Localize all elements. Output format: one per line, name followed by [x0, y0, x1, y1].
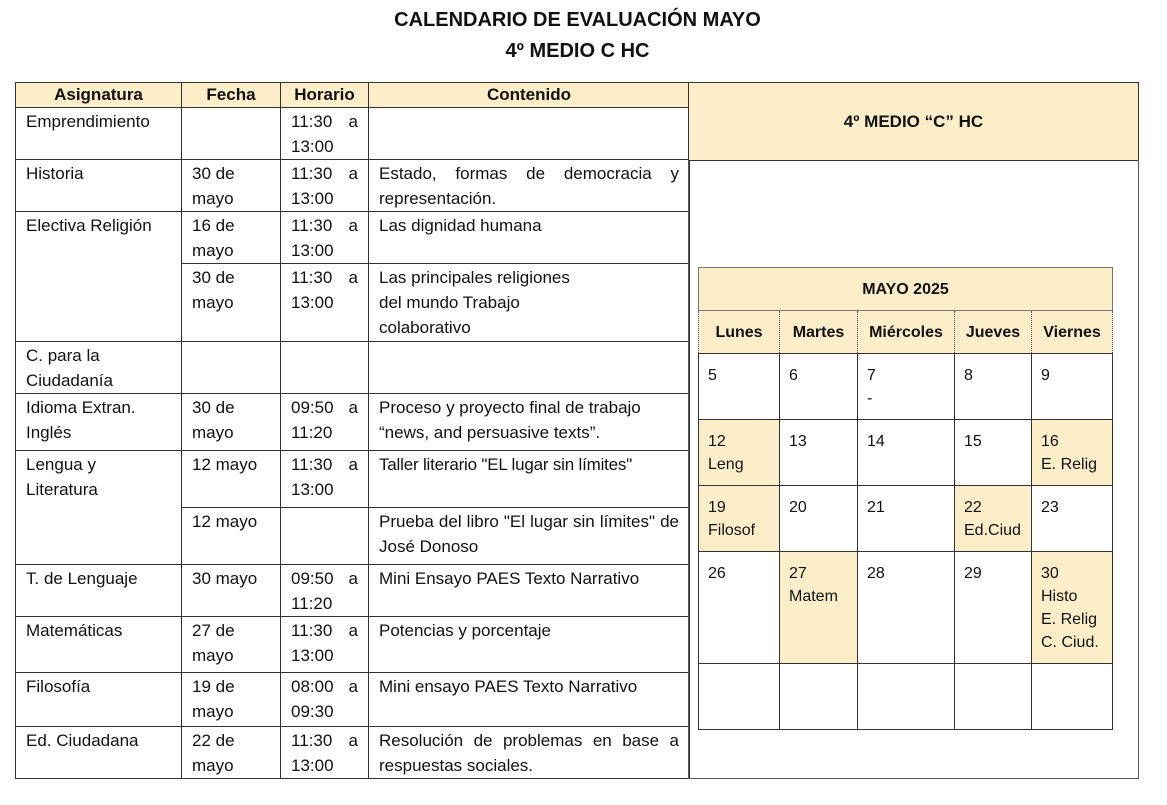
weekday-header: Miércoles — [858, 311, 955, 354]
calendar-day — [955, 354, 1032, 420]
cell-asignatura: Filosofía — [16, 673, 182, 727]
cell-fecha — [182, 108, 281, 160]
cell-horario — [281, 342, 369, 394]
calendar-day — [1032, 486, 1113, 552]
day-event: Filosof — [708, 522, 756, 539]
table-row — [16, 108, 690, 160]
day-number: 12 — [708, 433, 726, 450]
day-number: 30 — [1041, 565, 1059, 582]
cell-contenido: Mini Ensayo PAES Texto Narrativo — [369, 565, 690, 617]
cell-fecha: 30 de mayo — [182, 394, 281, 451]
table-row — [16, 160, 690, 212]
cell-asignatura: Historia — [16, 160, 182, 212]
cell-contenido — [369, 342, 690, 394]
cell-asignatura: Electiva Religión — [16, 212, 182, 342]
weekday-header: Lunes — [699, 311, 780, 354]
weekday-header: Martes — [780, 311, 858, 354]
calendar-day — [1032, 420, 1113, 486]
course-label: 4º MEDIO “C” HC — [688, 82, 1139, 161]
calendar-day — [955, 552, 1032, 664]
cell-fecha: 30 de mayo — [182, 264, 281, 342]
cell-asignatura: Idioma Extran. Inglés — [16, 394, 182, 451]
header-horario: Horario — [281, 83, 369, 108]
calendar — [698, 267, 1113, 730]
table-row — [16, 342, 690, 394]
day-number: 28 — [867, 565, 885, 582]
evaluation-table — [15, 82, 690, 779]
cell-contenido — [369, 108, 690, 160]
day-event: Ed.Ciud — [964, 522, 1021, 539]
cell-fecha: 27 de mayo — [182, 617, 281, 673]
calendar-day — [780, 420, 858, 486]
calendar-day — [1032, 664, 1113, 730]
cell-horario: 11:30 a 13:00 — [281, 727, 369, 779]
cell-fecha: 16 de mayo — [182, 212, 281, 264]
weekday-header: Jueves — [955, 311, 1032, 354]
cell-horario: 09:50 a 11:20 — [281, 394, 369, 451]
cell-horario: 11:30 a 13:00 — [281, 617, 369, 673]
cell-horario: 11:30 a 13:00 — [281, 108, 369, 160]
day-number: 16 — [1041, 433, 1059, 450]
calendar-day — [699, 354, 780, 420]
calendar-week — [699, 664, 1113, 730]
cell-fecha: 19 de mayo — [182, 673, 281, 727]
cell-asignatura: C. para la Ciudadanía — [16, 342, 182, 394]
cell-contenido: Estado, formas de democracia y representación. — [369, 160, 690, 212]
cell-fecha: 22 de mayo — [182, 727, 281, 779]
day-event: E. Relig — [1041, 611, 1098, 628]
cell-fecha: 12 mayo — [182, 451, 281, 508]
calendar-day — [955, 664, 1032, 730]
cell-fecha: 30 de mayo — [182, 160, 281, 212]
cell-fecha: 30 mayo — [182, 565, 281, 617]
day-event: Leng — [708, 456, 744, 473]
day-event: Matem — [789, 588, 838, 605]
cell-fecha: 12 mayo — [182, 508, 281, 565]
calendar-week — [699, 552, 1113, 664]
cell-contenido: Las principales religiones del mundo Trabajo colaborativo — [369, 264, 690, 342]
calendar-day — [699, 552, 780, 664]
calendar-day — [780, 664, 858, 730]
calendar-day — [780, 486, 858, 552]
calendar-week — [699, 354, 1113, 420]
day-number: 22 — [964, 499, 982, 516]
cell-contenido: Prueba del libro "El lugar sin límites" de José Donoso — [369, 508, 690, 565]
cell-asignatura: Lengua y Literatura — [16, 451, 182, 565]
calendar-day — [858, 420, 955, 486]
document-title: CALENDARIO DE EVALUACIÓN MAYO — [394, 9, 761, 31]
day-number: 9 — [1041, 367, 1050, 384]
cell-horario: 11:30 a 13:00 — [281, 264, 369, 342]
cell-asignatura: Emprendimiento — [16, 108, 182, 160]
cell-contenido: Proceso y proyecto final de trabajo “news, and persuasive texts”. — [369, 394, 690, 451]
day-number: 21 — [867, 499, 885, 516]
cell-asignatura: Matemáticas — [16, 617, 182, 673]
weekday-header: Viernes — [1032, 311, 1113, 354]
day-number: 23 — [1041, 499, 1059, 516]
cell-horario: 08:00 a 09:30 — [281, 673, 369, 727]
day-number: 29 — [964, 565, 982, 582]
calendar-week — [699, 486, 1113, 552]
cell-contenido: Taller literario "EL lugar sin límites" — [369, 451, 690, 508]
cell-horario — [281, 508, 369, 565]
day-event: - — [867, 390, 873, 407]
calendar-month: MAYO 2025 — [699, 268, 1113, 311]
table-row — [16, 565, 690, 617]
cell-contenido: Mini ensayo PAES Texto Narrativo — [369, 673, 690, 727]
cell-contenido: Resolución de problemas en base a respuestas sociales. — [369, 727, 690, 779]
calendar-day — [1032, 552, 1113, 664]
calendar-day — [955, 486, 1032, 552]
table-row — [16, 212, 690, 264]
header-fecha: Fecha — [182, 83, 281, 108]
day-number: 14 — [867, 433, 885, 450]
table-row — [16, 673, 690, 727]
cell-asignatura: T. de Lenguaje — [16, 565, 182, 617]
table-row — [16, 617, 690, 673]
calendar-day — [858, 486, 955, 552]
cell-horario: 11:30 a 13:00 — [281, 212, 369, 264]
cell-contenido: Las dignidad humana — [369, 212, 690, 264]
table-row — [16, 727, 690, 779]
table-row — [16, 394, 690, 451]
calendar-day — [699, 420, 780, 486]
calendar-day — [858, 664, 955, 730]
day-number: 19 — [708, 499, 726, 516]
calendar-day — [955, 420, 1032, 486]
day-number: 15 — [964, 433, 982, 450]
cell-asignatura: Ed. Ciudadana — [16, 727, 182, 779]
calendar-day — [699, 664, 780, 730]
day-number: 26 — [708, 565, 726, 582]
cell-contenido: Potencias y porcentaje — [369, 617, 690, 673]
day-number: 5 — [708, 367, 717, 384]
day-event: Histo — [1041, 588, 1078, 605]
day-event: C. Ciud. — [1041, 634, 1099, 651]
day-number: 6 — [789, 367, 798, 384]
calendar-day — [858, 354, 955, 420]
day-number: 27 — [789, 565, 807, 582]
cell-fecha — [182, 342, 281, 394]
calendar-day — [1032, 354, 1113, 420]
calendar-day — [780, 552, 858, 664]
table-row — [16, 451, 690, 508]
cell-horario: 11:30 a 13:00 — [281, 451, 369, 508]
header-asignatura: Asignatura — [16, 83, 182, 108]
calendar-day — [699, 486, 780, 552]
header-contenido: Contenido — [369, 83, 690, 108]
cell-horario: 11:30 a 13:00 — [281, 160, 369, 212]
calendar-day — [780, 354, 858, 420]
cell-horario: 09:50 a 11:20 — [281, 565, 369, 617]
day-number: 13 — [789, 433, 807, 450]
document-subtitle: 4º MEDIO C HC — [505, 40, 650, 62]
day-event: E. Relig — [1041, 456, 1098, 473]
calendar-day — [858, 552, 955, 664]
day-number: 7 — [867, 367, 876, 384]
day-number: 8 — [964, 367, 973, 384]
day-number: 20 — [789, 499, 807, 516]
calendar-week — [699, 420, 1113, 486]
